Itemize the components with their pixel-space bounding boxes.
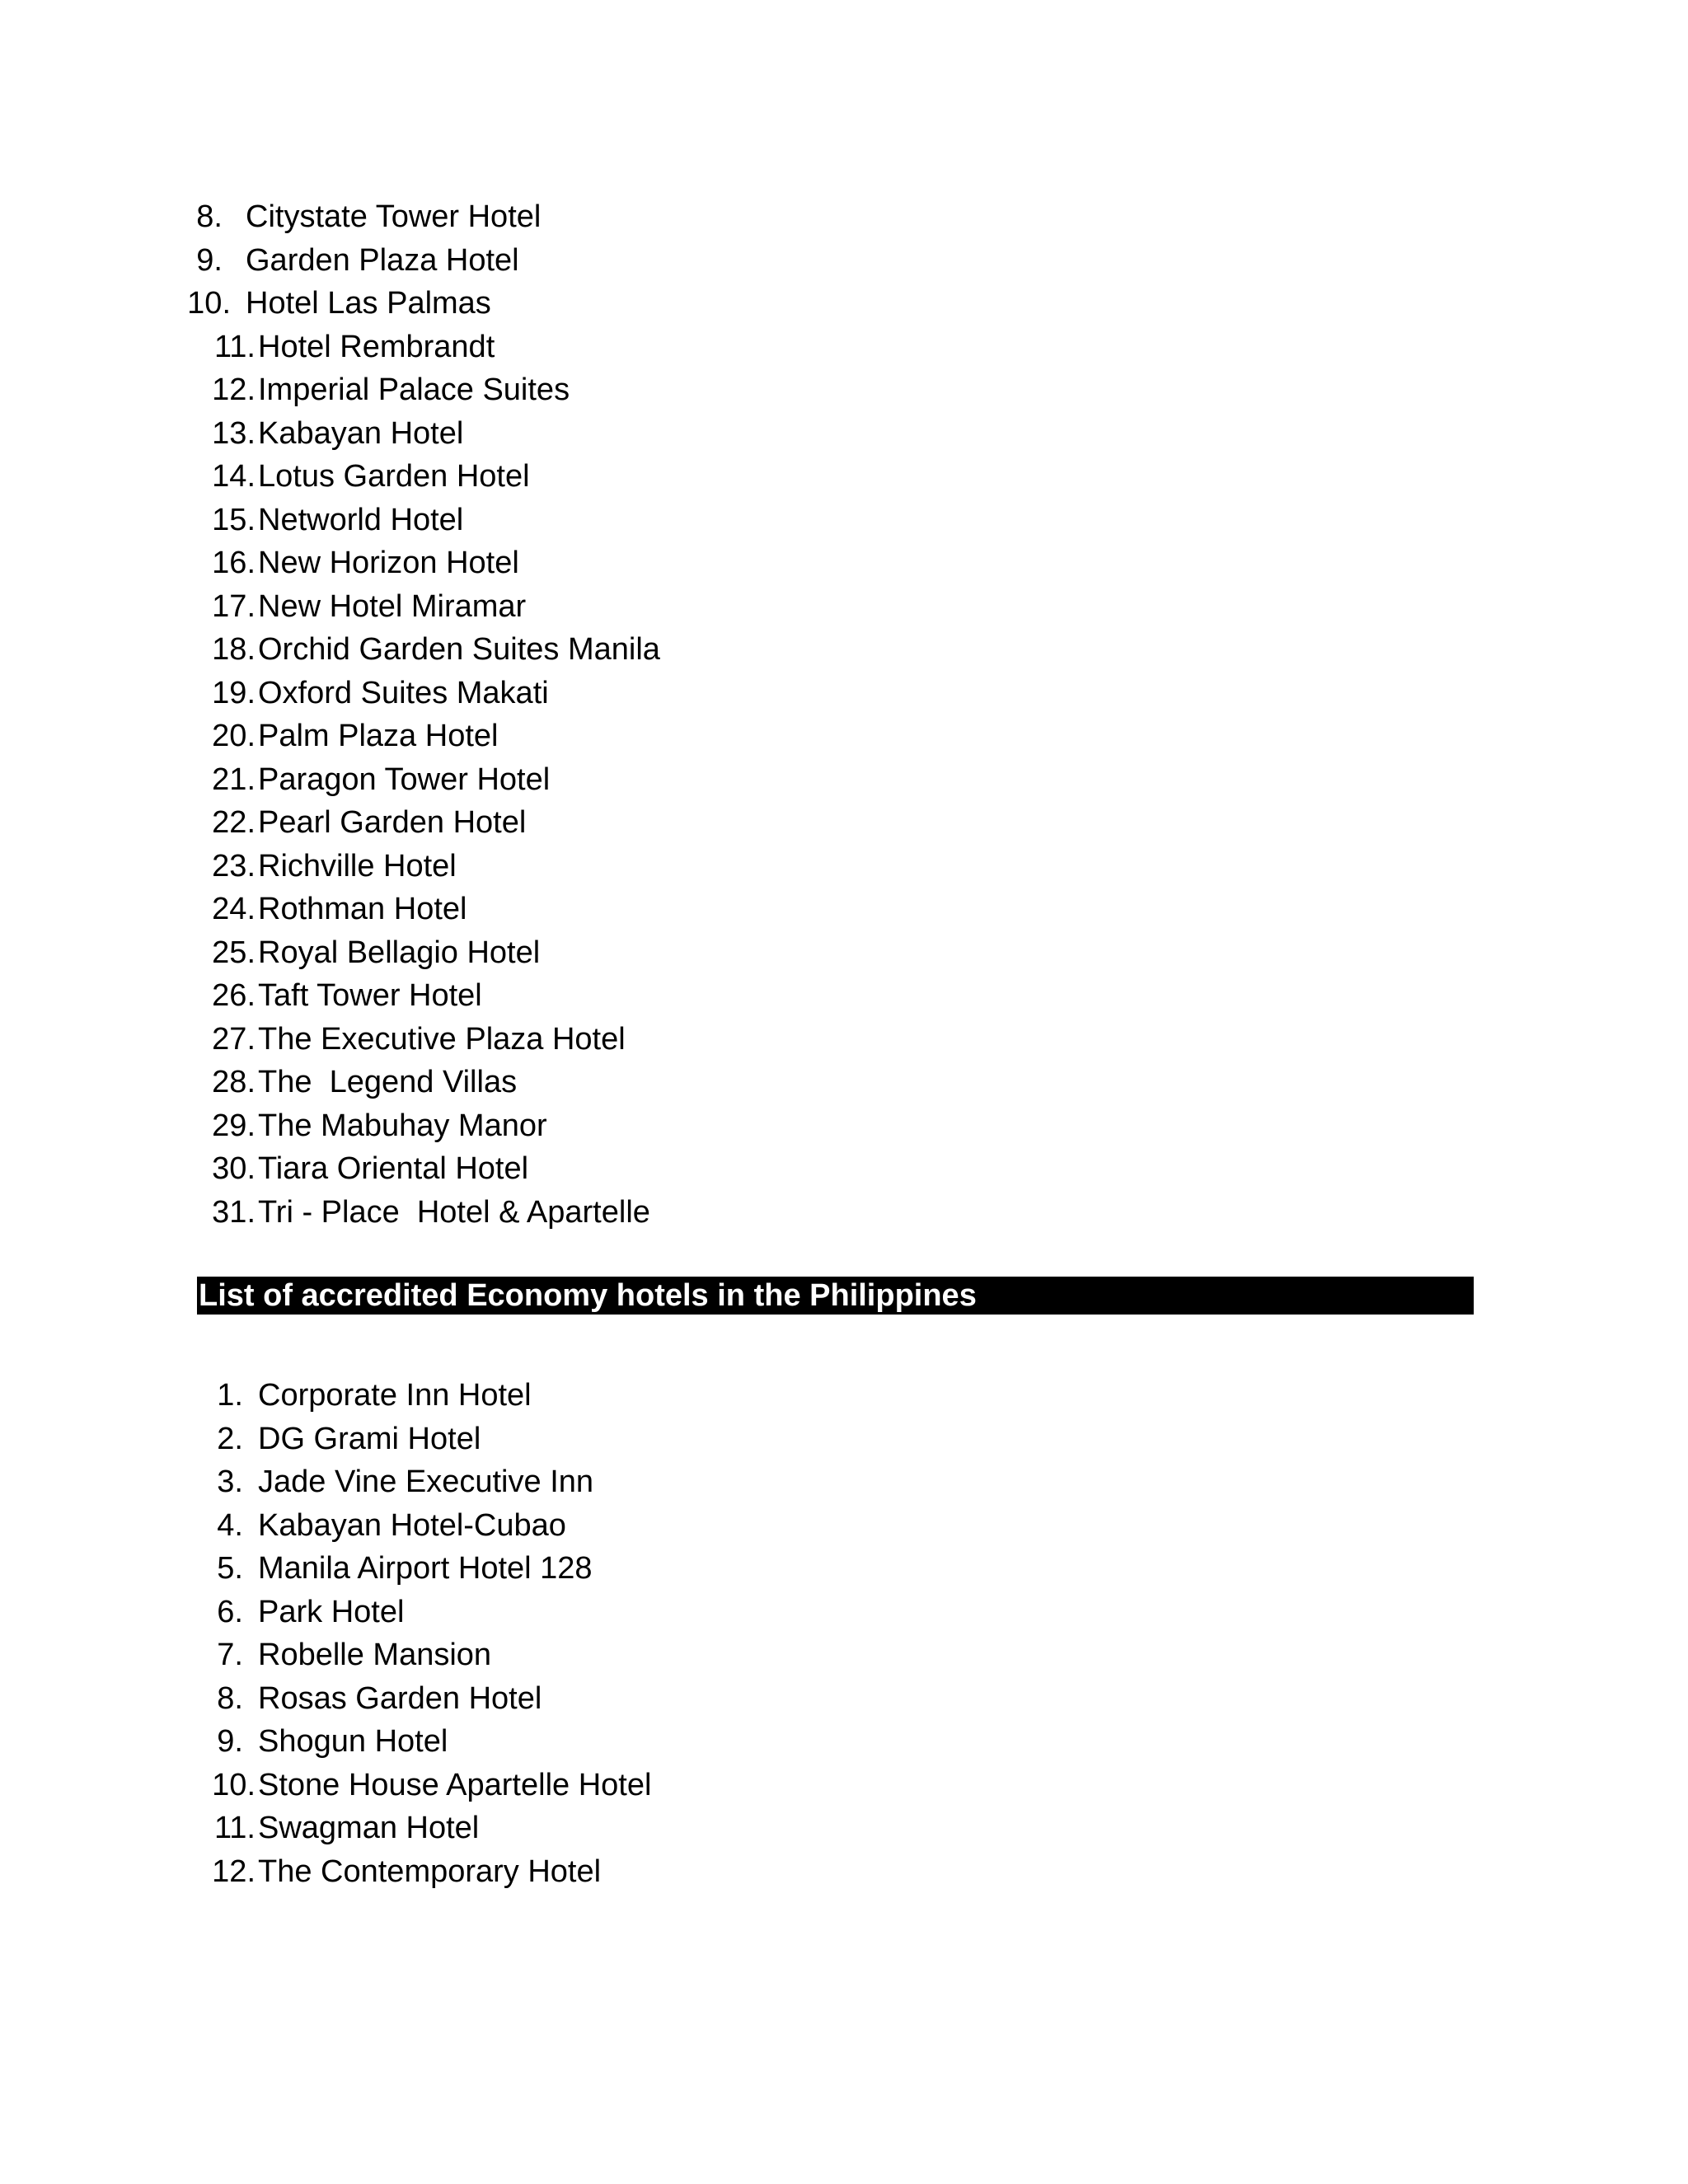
item-name: Networld Hotel [258,502,464,537]
item-number: 24. [212,892,256,926]
item-number: 22. [212,805,256,840]
item-number: 11. [213,329,256,364]
item-number: 16. [212,546,256,580]
item-number: 21. [212,762,256,797]
item-name: Lotus Garden Hotel [258,459,530,494]
item-number: 1. [217,1378,243,1413]
item-name: The Executive Plaza Hotel [258,1021,626,1057]
item-number: 27. [212,1021,256,1057]
item-number: 18. [212,632,256,667]
item-name: Citystate Tower Hotel [246,199,542,234]
item-number: 12. [212,1854,256,1889]
item-number: 13. [212,415,256,451]
item-name: Garden Plaza Hotel [246,242,519,278]
item-name: DG Grami Hotel [258,1421,481,1456]
item-name: Hotel Rembrandt [258,329,495,364]
item-number: 29. [212,1108,256,1143]
item-name: Taft Tower Hotel [258,978,482,1013]
item-number: 8. [196,199,223,234]
item-name: Tri - Place Hotel & Apartelle [258,1194,650,1230]
item-number: 2. [217,1421,243,1456]
item-name: Rothman Hotel [258,892,467,926]
item-name: Jade Vine Executive Inn [258,1465,594,1499]
item-number: 12. [212,373,256,407]
item-name: The Legend Villas [258,1065,518,1099]
item-name: Richville Hotel [258,848,457,883]
item-number: 23. [212,848,256,883]
item-number: 9. [196,242,223,278]
item-name: Rosas Garden Hotel [258,1680,542,1716]
item-name: New Horizon Hotel [258,546,519,580]
item-number: 25. [212,935,256,970]
item-number: 6. [217,1594,243,1629]
item-name: New Hotel Miramar [258,588,527,624]
item-number: 14. [212,459,256,494]
item-number: 20. [212,719,256,753]
item-name: Robelle Mansion [258,1638,492,1672]
item-number: 11. [213,1811,256,1845]
item-name: Corporate Inn Hotel [258,1378,532,1413]
item-name: Manila Airport Hotel 128 [258,1551,593,1586]
economy-heading: List of accredited Economy hotels in the Philippines [199,1278,977,1313]
item-name: Oxford Suites Makati [258,675,549,710]
item-name: The Contemporary Hotel [258,1854,602,1889]
item-name: Palm Plaza Hotel [258,719,499,753]
item-name: Royal Bellagio Hotel [258,935,541,970]
item-number: 19. [212,675,256,710]
item-name: Paragon Tower Hotel [258,762,551,797]
item-name: Park Hotel [258,1594,405,1629]
item-number: 7. [217,1638,243,1672]
item-name: Imperial Palace Suites [258,373,570,407]
item-name: Swagman Hotel [258,1811,480,1845]
item-name: Pearl Garden Hotel [258,805,527,840]
item-number: 26. [212,978,256,1013]
item-number: 5. [217,1551,243,1586]
item-name: Shogun Hotel [258,1724,448,1759]
item-number: 4. [217,1507,243,1543]
item-number: 17. [212,588,256,624]
item-number: 31. [212,1194,256,1230]
item-number: 10. [187,286,231,321]
item-name: Kabayan Hotel [258,415,464,451]
item-name: The Mabuhay Manor [258,1108,547,1143]
item-number: 30. [212,1151,256,1186]
economy-heading-bar [197,1277,1474,1315]
item-number: 10. [212,1767,256,1802]
item-name: Stone House Apartelle Hotel [258,1767,652,1802]
item-number: 9. [217,1724,243,1759]
item-number: 28. [212,1065,256,1099]
item-number: 3. [217,1465,243,1499]
item-number: 15. [212,502,256,537]
item-name: Orchid Garden Suites Manila [258,632,660,667]
item-name: Tiara Oriental Hotel [258,1151,529,1186]
item-name: Hotel Las Palmas [246,286,491,321]
item-number: 8. [217,1680,243,1716]
item-name: Kabayan Hotel-Cubao [258,1507,566,1543]
